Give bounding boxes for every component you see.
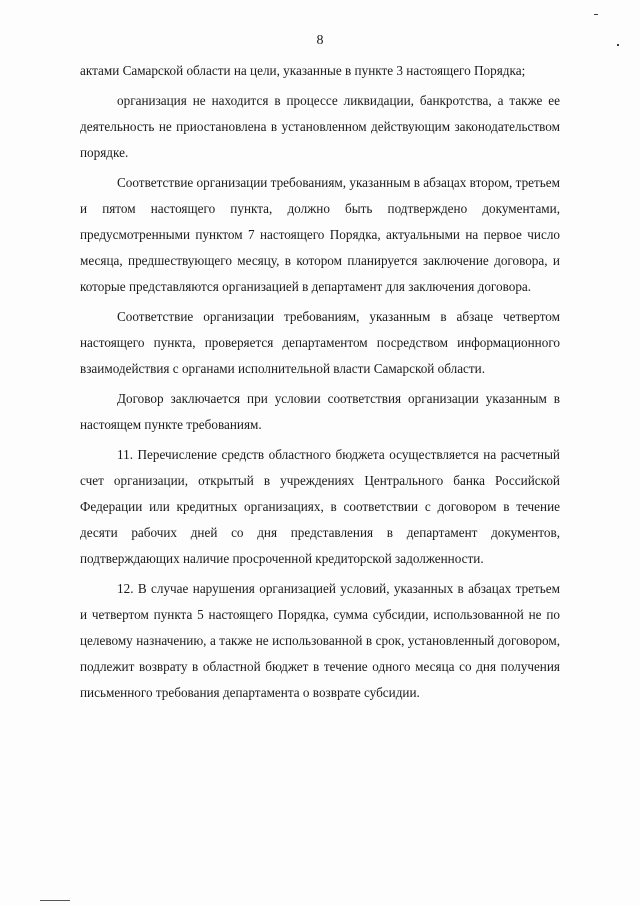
scan-mark-right xyxy=(617,44,619,46)
paragraph-2: организация не находится в процессе ликвидации, банкротства, а также ее деятельность не приостановлена в установленном действующим законодательством порядке. xyxy=(80,93,560,160)
paragraph-5: Договор заключается при условии соответствия организации указанным в настоящем пункте требованиям. xyxy=(80,391,560,432)
paragraph-6: 11. Перечисление средств областного бюджета осуществляется на расчетный счет организации, открытый в учреждениях Центрального банка Российской Федерации или кредитных организациях, в соответствии с договором в течение десяти рабочих дней со дня представления в департамент документов, подтверждающих наличие просроченной кредиторской задолженности. xyxy=(80,447,560,566)
scan-mark-top xyxy=(594,14,598,15)
scan-mark-bottom xyxy=(40,900,70,901)
paragraph-1: актами Самарской области на цели, указанные в пункте 3 настоящего Порядка; xyxy=(80,63,526,78)
paragraph-4: Соответствие организации требованиям, указанным в абзаце четвертом настоящего пункта, проверяется департаментом посредством информационного взаимодействия с органами исполнительной власти Самарской области. xyxy=(80,309,560,376)
document-body xyxy=(80,58,560,706)
page-number: 8 xyxy=(316,33,324,48)
paragraph-7: 12. В случае нарушения организацией условий, указанных в абзацах третьем и четвертом пункта 5 настоящего Порядка, сумма субсидии, использованной не по целевому назначению, а также не использованной в срок, установленный договором, подлежит возврату в областной бюджет в течение одного месяца со дня получения письменного требования департамента о возврате субсидии. xyxy=(80,581,560,700)
paragraph-3: Соответствие организации требованиям, указанным в абзацах втором, третьем и пятом настоящего пункта, должно быть подтверждено документами, предусмотренными пунктом 7 настоящего Порядка, актуальными на первое число месяца, предшествующего месяцу, в котором планируется заключение договора, и которые представляются организацией в департамент для заключения договора. xyxy=(80,175,560,294)
